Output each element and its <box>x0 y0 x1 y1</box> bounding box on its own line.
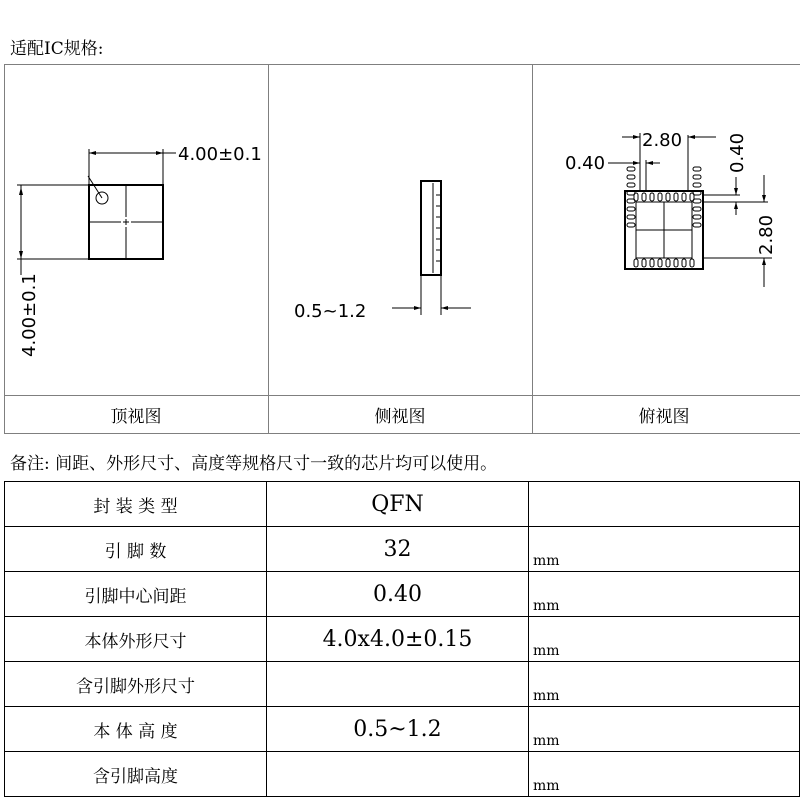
table-row <box>5 482 800 527</box>
lead-pad <box>627 207 635 211</box>
lead-pad <box>642 193 646 201</box>
lead-pad <box>642 259 646 267</box>
top-view-drawing <box>4 65 268 395</box>
lead-pad <box>634 259 638 267</box>
lead-pad <box>682 193 686 201</box>
lead-pad <box>650 193 654 201</box>
spec-unit <box>529 482 800 527</box>
bottom-padspan-v-dim: 2.80 <box>756 214 777 255</box>
spec-value <box>266 662 528 707</box>
lead-pad <box>627 215 635 219</box>
lead-pad <box>674 259 678 267</box>
spec-unit: mm <box>529 617 800 662</box>
spec-value: 0.40 <box>266 572 528 617</box>
bottom-padspan-dim: 2.80 <box>642 130 683 151</box>
table-row <box>5 662 800 707</box>
spec-name: 封 装 类 型 <box>5 482 267 527</box>
lead-pad <box>690 193 694 201</box>
lead-pad <box>693 167 701 171</box>
spec-title: 适配IC规格: <box>10 39 104 59</box>
spec-unit: mm <box>529 707 800 752</box>
bottom-view-drawing <box>532 65 800 395</box>
table-row <box>5 752 800 797</box>
top-view-label: 顶视图 <box>110 407 162 427</box>
spec-name: 引 脚 数 <box>5 527 267 572</box>
lead-pad <box>627 199 635 203</box>
side-view-drawing <box>268 65 532 395</box>
table-row <box>5 707 800 752</box>
spec-name: 引脚中心间距 <box>5 572 267 617</box>
grid-mid-line <box>4 395 800 396</box>
spec-unit: mm <box>529 572 800 617</box>
lead-pad <box>627 223 635 227</box>
side-view-label: 侧视图 <box>374 407 426 427</box>
lead-pad <box>658 193 662 201</box>
table-row <box>5 617 800 662</box>
lead-pad <box>650 259 654 267</box>
lead-pad <box>693 223 701 227</box>
lead-pad <box>693 215 701 219</box>
spec-table <box>4 481 800 797</box>
spec-name: 本体外形尺寸 <box>5 617 267 662</box>
spec-value: 32 <box>266 527 528 572</box>
spec-name: 本 体 高 度 <box>5 707 267 752</box>
spec-unit: mm <box>529 662 800 707</box>
spec-value: QFN <box>266 482 528 527</box>
lead-pad <box>627 175 635 179</box>
top-height-dim: 4.00±0.1 <box>19 273 40 357</box>
top-width-dim: 4.00±0.1 <box>178 144 262 165</box>
lead-pad <box>690 259 694 267</box>
compatibility-note: 备注: 间距、外形尺寸、高度等规格尺寸一致的芯片均可以使用。 <box>10 454 498 474</box>
bottom-view-label: 俯视图 <box>638 407 690 427</box>
lead-pad <box>627 183 635 187</box>
lead-pad <box>666 193 670 201</box>
lead-pad <box>658 259 662 267</box>
lead-pad <box>666 259 670 267</box>
lead-pad <box>627 167 635 171</box>
lead-pad <box>693 183 701 187</box>
spec-unit: mm <box>529 527 800 572</box>
table-row <box>5 527 800 572</box>
spec-value <box>266 752 528 797</box>
spec-value: 4.0x4.0±0.15 <box>266 617 528 662</box>
spec-value: 0.5~1.2 <box>266 707 528 752</box>
lead-pad <box>682 259 686 267</box>
table-row <box>5 572 800 617</box>
bottom-pitch-v-dim: 0.40 <box>727 132 748 173</box>
grid-label-bottom-line <box>4 433 800 434</box>
spec-name: 含引脚外形尺寸 <box>5 662 267 707</box>
spec-name: 含引脚高度 <box>5 752 267 797</box>
lead-pad <box>693 207 701 211</box>
bottom-pitch-dim: 0.40 <box>565 153 606 174</box>
lead-pad <box>674 193 678 201</box>
side-thickness-dim: 0.5~1.2 <box>294 301 367 322</box>
spec-unit: mm <box>529 752 800 797</box>
lead-pad <box>693 175 701 179</box>
